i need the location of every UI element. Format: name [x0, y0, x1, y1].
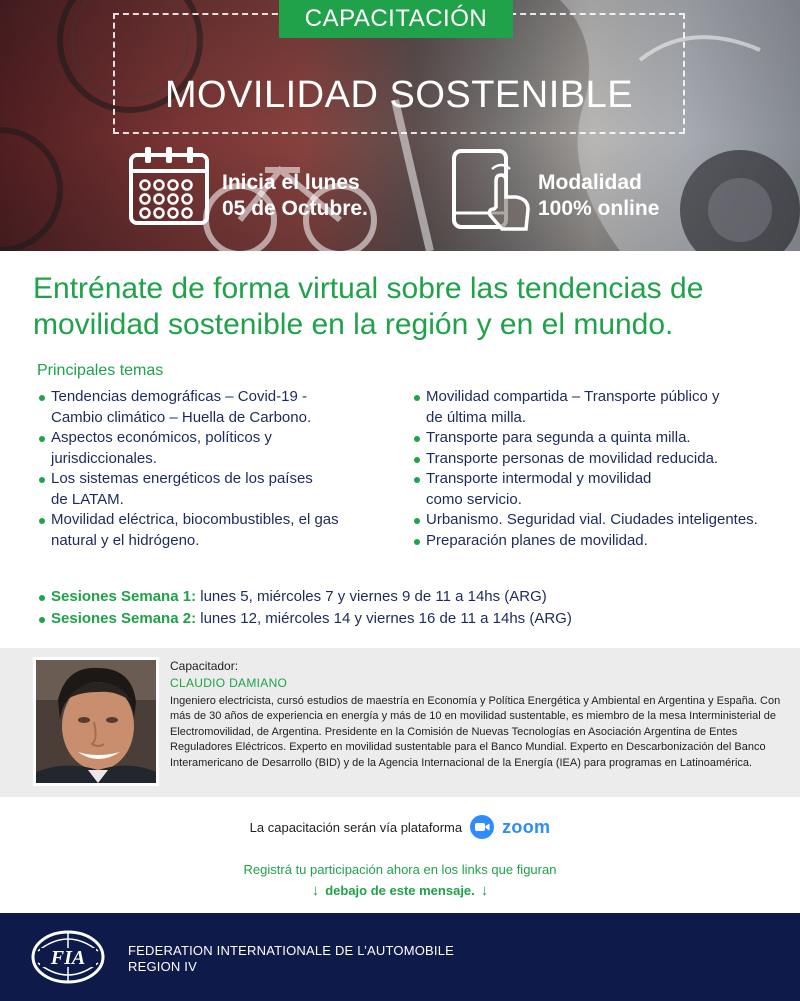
instructor-portrait [36, 660, 156, 783]
footer-region: REGION IV [128, 959, 197, 974]
platform-line [0, 815, 800, 839]
tablet-touch-icon [450, 147, 534, 233]
arrow-down-icon: ↓ [311, 882, 320, 899]
list-item: Transporte para segunda a quinta milla. [412, 428, 758, 449]
instructor-name: CLAUDIO DAMIANO [170, 676, 288, 690]
topics-heading: Principales temas [37, 362, 164, 379]
instructor-section [0, 648, 800, 797]
list-item: Los sistemas energéticos de los países de LATAM. [37, 469, 339, 510]
start-date [222, 170, 368, 222]
register-line2: debajo de este mensaje. [325, 883, 475, 898]
list-item: Preparación planes de movilidad. [412, 531, 758, 552]
zoom-logo: zoom [502, 816, 551, 837]
list-item: Aspectos económicos, políticos y jurisdiccionales. [37, 428, 339, 469]
fia-logo-text: FIA [50, 947, 86, 969]
list-item: Movilidad compartida – Transporte público y de última milla. [412, 387, 758, 428]
instructor-photo [33, 657, 159, 786]
session-week-2: Sesiones Semana 2: lunes 12, miércoles 14 y viernes 16 de 11 a 14hs (ARG) [37, 608, 572, 630]
start-date-line1: Inicia el lunes [222, 171, 360, 194]
footer-org [128, 943, 454, 975]
list-item: Movilidad eléctrica, biocombustibles, el gas natural y el hidrógeno. [37, 510, 339, 551]
platform-text: La capacitación serán vía plataforma [249, 819, 463, 835]
course-tag: CAPACITACIÓN [279, 0, 513, 38]
hero-banner [0, 0, 800, 251]
list-item: Transporte intermodal y movilidad como servicio. [412, 469, 758, 510]
modality-line2: 100% online [538, 197, 660, 220]
start-date-line2: 05 de Octubre. [222, 197, 368, 220]
footer-org-name: FEDERATION INTERNATIONALE DE L’AUTOMOBILE [128, 943, 455, 958]
modality [538, 170, 659, 222]
modality-line1: Modalidad [538, 171, 642, 194]
list-item: Urbanismo. Seguridad vial. Ciudades inteligentes. [412, 510, 758, 531]
register-line1: Registrá tu participación ahora en los links que figuran [243, 862, 557, 877]
sessions-list [37, 586, 572, 630]
footer [0, 913, 800, 1001]
topics-left-list [37, 387, 339, 551]
calendar-icon [127, 143, 211, 227]
register-notice [0, 859, 800, 901]
instructor-bio: Ingeniero electricista, cursó estudios de maestría en Economía y Política Energética y Ambiental en Argentina y España. Con más de 30 años de experiencia en energía y más de 10 en movilidad sustentable, es miembro de la mesa Interministerial de Electromovilidad, de Argentina. Presidente en la Comisión de Nuevas Tecnologías en Asociación Argentina de Entes Reguladores Eléctricos. Experto en movilidad sustentable para el Banco Mundial. Experto en Descarbonización del Banco Interamericano de Desarrollo (BID) y de la Agencia Internacional de la Energía (IEA) para programas en Latinoamérica. [170, 695, 781, 769]
headline: Entrénate de forma virtual sobre las tendencias de movilidad sostenible en la región y en el mundo. [33, 272, 704, 341]
arrow-down-icon: ↓ [480, 882, 489, 899]
zoom-camera-icon [470, 815, 494, 839]
list-item: Tendencias demográficas – Covid-19 - Cambio climático – Huella de Carbono. [37, 387, 339, 428]
list-item: Transporte personas de movilidad reducida. [412, 449, 758, 470]
session-week-1: Sesiones Semana 1: lunes 5, miércoles 7 y viernes 9 de 11 a 14hs (ARG) [37, 586, 572, 608]
fia-logo [30, 929, 106, 985]
course-title: MOVILIDAD SOSTENIBLE [164, 74, 634, 116]
instructor-role: Capacitador: [170, 659, 239, 673]
topics-right-list [412, 387, 758, 551]
